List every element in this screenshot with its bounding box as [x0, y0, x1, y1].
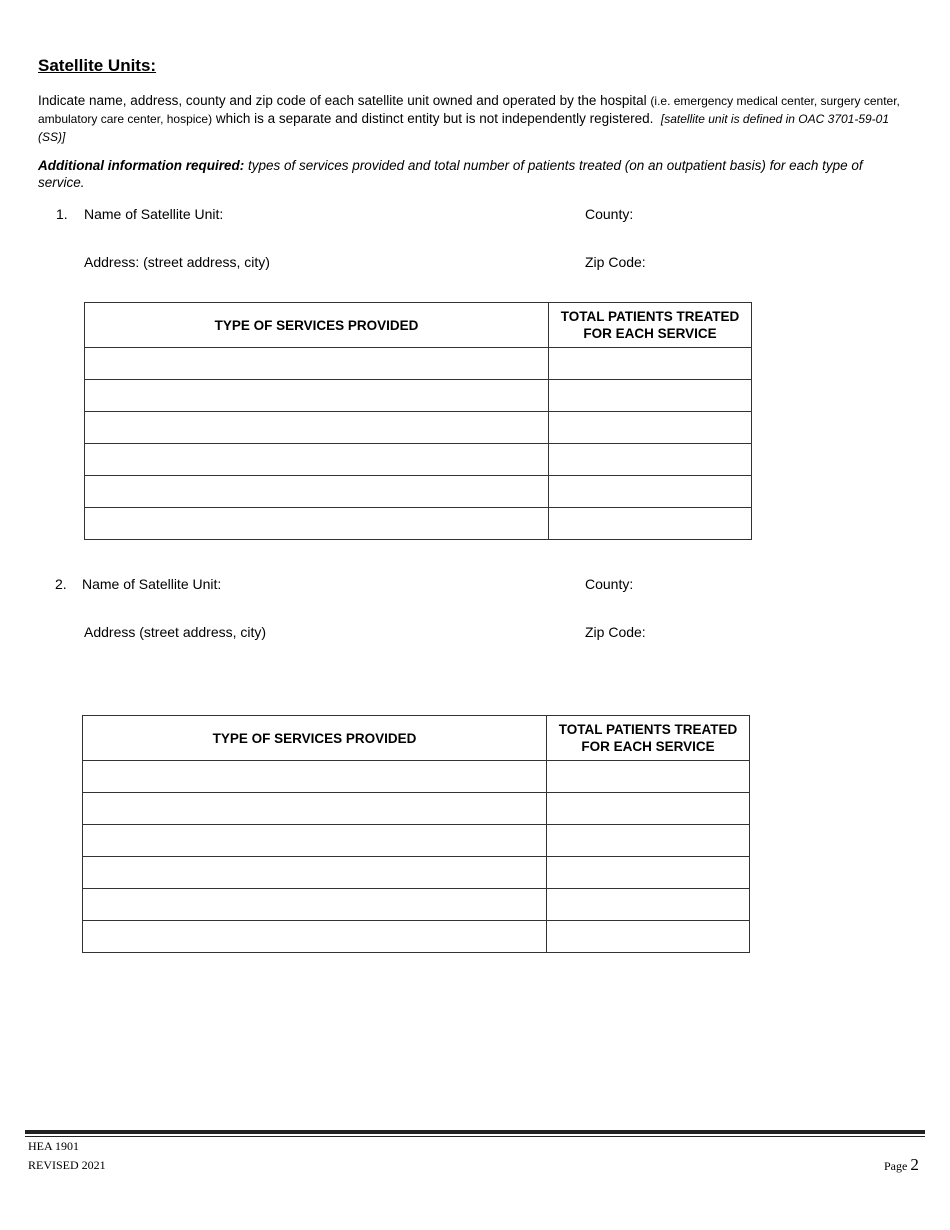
intro-text: Indicate name, address, county and zip code of each satellite unit owned and operated by the hospital [38, 93, 647, 108]
patients-cell[interactable] [547, 761, 750, 793]
patients-cell[interactable] [549, 444, 752, 476]
unit-1-services-table [84, 302, 752, 540]
patients-column-header [547, 716, 750, 761]
unit-1-number: 1. [56, 206, 68, 222]
table-header-row [85, 303, 752, 348]
patients-cell[interactable] [549, 412, 752, 444]
service-cell[interactable] [85, 380, 549, 412]
page-number: 2 [910, 1155, 919, 1174]
table-row [85, 444, 752, 476]
footer-rule-thick [25, 1130, 925, 1134]
table-row [85, 380, 752, 412]
patients-header-line2: FOR EACH SERVICE [581, 739, 715, 754]
patients-cell[interactable] [547, 793, 750, 825]
unit-2-zip-label: Zip Code: [585, 624, 646, 640]
patients-header-line2: FOR EACH SERVICE [583, 326, 717, 341]
patients-column-header [549, 303, 752, 348]
unit-1-address-label: Address: (street address, city) [84, 254, 270, 270]
service-cell[interactable] [83, 857, 547, 889]
table-row [85, 508, 752, 540]
service-cell[interactable] [83, 825, 547, 857]
service-cell[interactable] [85, 444, 549, 476]
unit-2-county-label: County: [585, 576, 634, 592]
additional-info-text: types of services provided and total number of patients treated (on an outpatient basis) for each type of service. [38, 158, 863, 190]
service-cell[interactable] [85, 412, 549, 444]
patients-cell[interactable] [549, 380, 752, 412]
service-cell[interactable] [83, 761, 547, 793]
table-row [83, 889, 750, 921]
intro-paragraph [38, 92, 908, 146]
table-row [85, 412, 752, 444]
table-row [83, 857, 750, 889]
patients-cell[interactable] [549, 476, 752, 508]
table-row [85, 476, 752, 508]
service-cell[interactable] [85, 508, 549, 540]
additional-info-label: Additional information required: [38, 158, 245, 173]
service-cell[interactable] [85, 476, 549, 508]
unit-2-address-label: Address (street address, city) [84, 624, 267, 640]
intro-examples: (i.e. emergency medical center, surgery center, ambulatory care center, hospice) [38, 94, 900, 126]
page-indicator [884, 1155, 919, 1175]
patients-cell[interactable] [549, 508, 752, 540]
revised-date: REVISED 2021 [28, 1158, 106, 1172]
patients-cell[interactable] [547, 857, 750, 889]
patients-cell[interactable] [549, 348, 752, 380]
intro-citation: [satellite unit is defined in OAC 3701-59-01 (SS)] [38, 112, 890, 144]
unit-2-number: 2. [55, 576, 67, 592]
page-title: Satellite Units: [38, 56, 157, 75]
unit-2-services-table [82, 715, 750, 953]
service-cell[interactable] [83, 889, 547, 921]
page-label: Page [884, 1159, 908, 1173]
footer-rule-thin [25, 1136, 925, 1137]
table-row [83, 761, 750, 793]
service-cell[interactable] [83, 793, 547, 825]
table-row [83, 793, 750, 825]
table-row [83, 825, 750, 857]
patients-header-line1: TOTAL PATIENTS TREATED [560, 309, 740, 324]
patients-cell[interactable] [547, 825, 750, 857]
patients-cell[interactable] [547, 921, 750, 953]
services-column-header: TYPE OF SERVICES PROVIDED [85, 303, 549, 348]
intro-text-2: which is a separate and distinct entity but is not independently registered. [215, 111, 654, 126]
service-cell[interactable] [85, 348, 549, 380]
additional-info [38, 157, 908, 191]
unit-1-name-label: Name of Satellite Unit: [84, 206, 224, 222]
service-cell[interactable] [83, 921, 547, 953]
form-code: HEA 1901 [28, 1139, 79, 1153]
patients-cell[interactable] [547, 889, 750, 921]
table-header-row [83, 716, 750, 761]
unit-2-name-label: Name of Satellite Unit: [82, 576, 222, 592]
unit-1-zip-label: Zip Code: [585, 254, 646, 270]
table-row [83, 921, 750, 953]
services-column-header: TYPE OF SERVICES PROVIDED [83, 716, 547, 761]
unit-1-county-label: County: [585, 206, 634, 222]
table-row [85, 348, 752, 380]
patients-header-line1: TOTAL PATIENTS TREATED [558, 722, 738, 737]
